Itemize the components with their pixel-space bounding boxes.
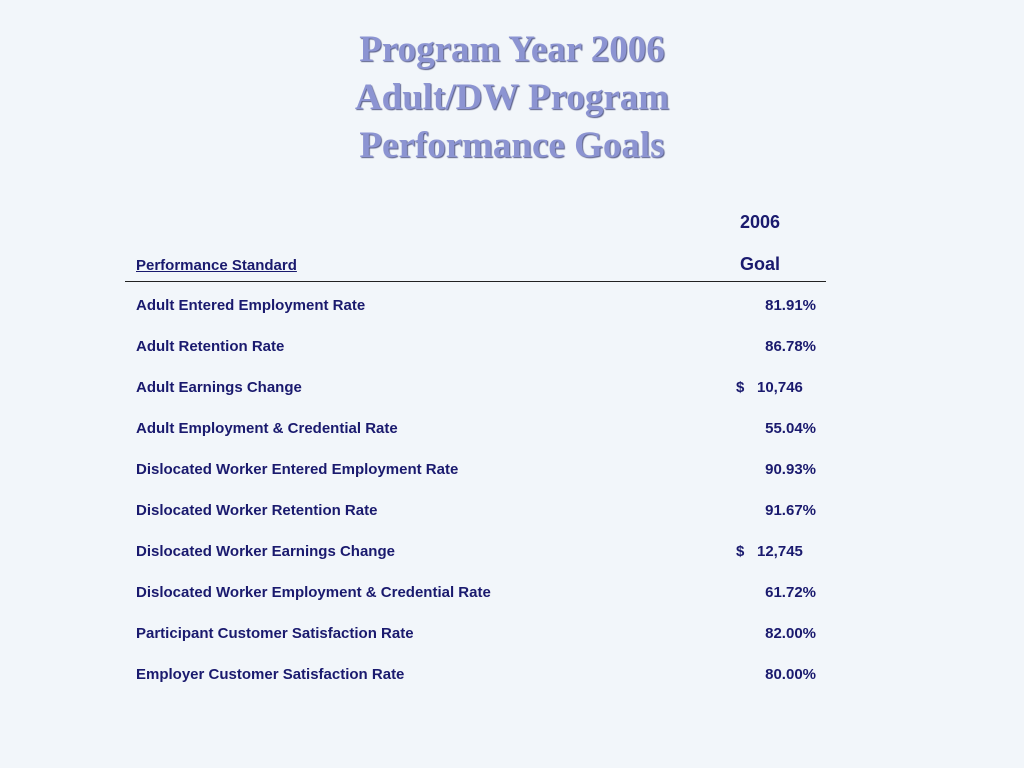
row-value: 86.78% [765, 338, 816, 355]
row-label: Dislocated Worker Entered Employment Rate [136, 461, 459, 478]
row-label: Participant Customer Satisfaction Rate [136, 625, 414, 642]
table-row [0, 461, 1024, 502]
table-row [0, 543, 1024, 584]
row-value: 82.00% [765, 625, 816, 642]
goals-table [0, 297, 1024, 707]
currency-symbol: $ [736, 543, 745, 560]
row-value: 90.93% [765, 461, 816, 478]
currency-symbol: $ [736, 379, 745, 396]
header-divider [125, 281, 826, 282]
row-value: 55.04% [765, 420, 816, 437]
table-row [0, 338, 1024, 379]
table-row [0, 666, 1024, 707]
row-label: Adult Earnings Change [136, 379, 302, 396]
row-value: 81.91% [765, 297, 816, 314]
page-title [0, 26, 1024, 170]
table-row [0, 379, 1024, 420]
table-row [0, 502, 1024, 543]
row-value: 91.67% [765, 502, 816, 519]
row-value [736, 543, 803, 560]
table-row [0, 584, 1024, 625]
title-line-3: Performance Goals [359, 125, 665, 166]
goal-header: Goal [740, 254, 781, 274]
goal-year-header: 2006 [740, 212, 781, 232]
row-label: Employer Customer Satisfaction Rate [136, 666, 405, 683]
row-label: Dislocated Worker Earnings Change [136, 543, 395, 560]
row-amount: 10,746 [757, 379, 803, 396]
row-value: 61.72% [765, 584, 816, 601]
table-row [0, 420, 1024, 461]
row-label: Adult Entered Employment Rate [136, 297, 366, 314]
row-value: 80.00% [765, 666, 816, 683]
table-row [0, 297, 1024, 338]
title-line-2: Adult/DW Program [354, 77, 670, 118]
table-row [0, 625, 1024, 666]
row-label: Adult Retention Rate [136, 338, 285, 355]
row-label: Dislocated Worker Employment & Credential Rate [136, 584, 491, 601]
row-label: Adult Employment & Credential Rate [136, 420, 398, 437]
performance-standard-header: Performance Standard [136, 257, 297, 274]
row-value [736, 379, 803, 396]
row-amount: 12,745 [757, 543, 803, 560]
title-line-1: Program Year 2006 [359, 29, 665, 70]
row-label: Dislocated Worker Retention Rate [136, 502, 378, 519]
